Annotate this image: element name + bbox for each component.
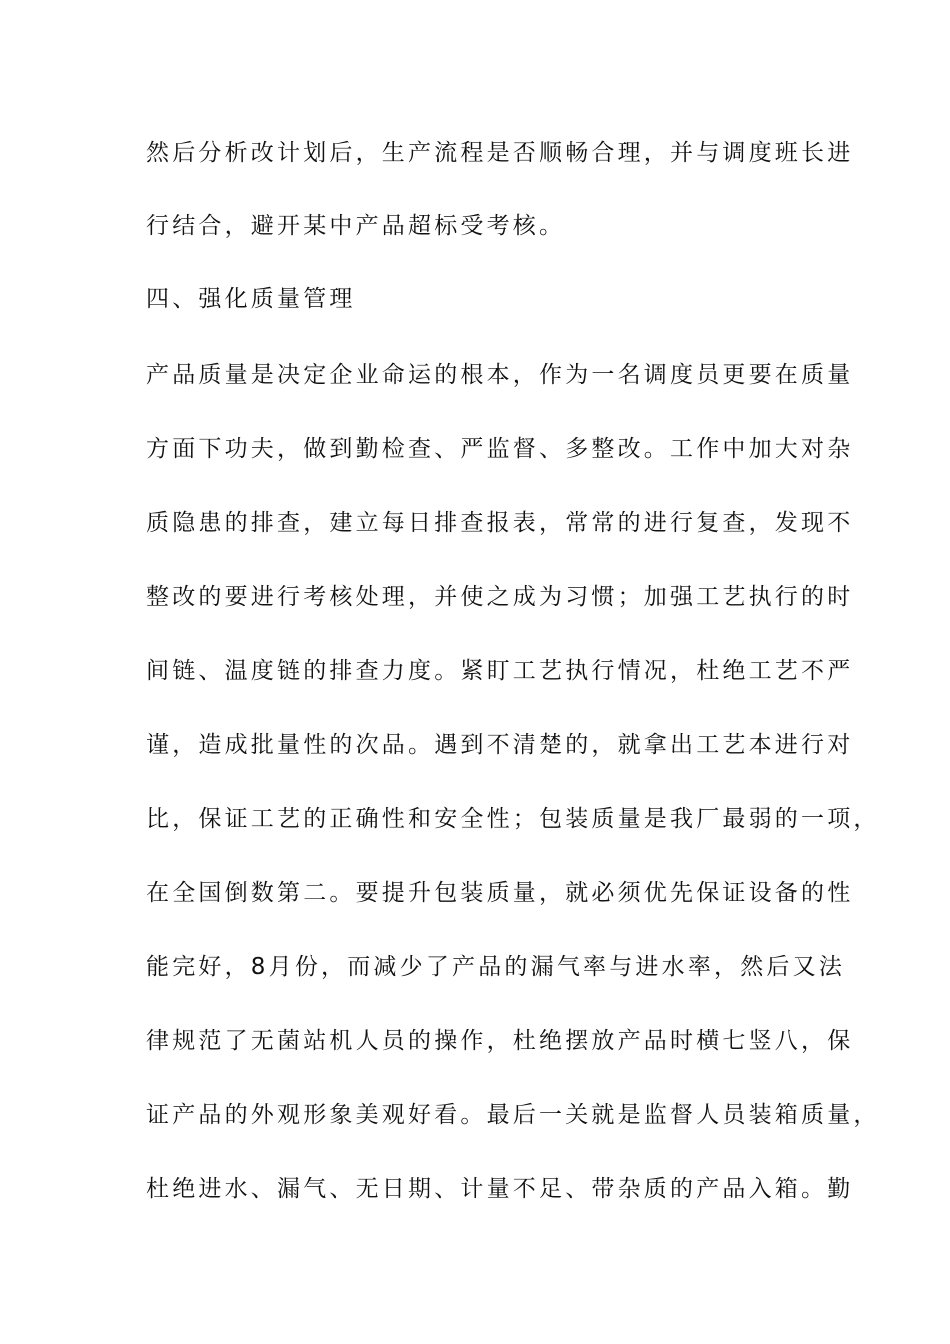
paragraph-line: 能完好，8月份，而减少了产品的漏气率与进水率，然后又法 (146, 954, 846, 980)
paragraph-line: 产品质量是决定企业命运的根本，作为一名调度员更要在质量 (146, 362, 854, 388)
paragraph-line: 杜绝进水、漏气、无日期、计量不足、带杂质的产品入箱。勤 (146, 1176, 854, 1202)
paragraph-line: 谨，造成批量性的次品。遇到不清楚的，就拿出工艺本进行对 (146, 732, 854, 758)
paragraph-line: 间链、温度链的排查力度。紧盯工艺执行情况，杜绝工艺不严 (146, 658, 854, 684)
paragraph-line: 证产品的外观形象美观好看。最后一关就是监督人员装箱质量， (146, 1102, 880, 1128)
section-heading: 四、强化质量管理 (146, 286, 356, 312)
paragraph-line: 质隐患的排查，建立每日排查报表，常常的进行复查，发现不 (146, 510, 854, 536)
paragraph-line: 行结合，避开某中产品超标受考核。 (146, 213, 566, 239)
paragraph-line: 比，保证工艺的正确性和安全性；包装质量是我厂最弱的一项， (146, 806, 880, 832)
paragraph-line: 然后分析改计划后，生产流程是否顺畅合理，并与调度班长进 (146, 140, 854, 166)
paragraph-line: 在全国倒数第二。要提升包装质量，就必须优先保证设备的性 (146, 880, 854, 906)
paragraph-line: 律规范了无菌站机人员的操作，杜绝摆放产品时横七竖八，保 (146, 1028, 854, 1054)
paragraph-line: 方面下功夫，做到勤检查、严监督、多整改。工作中加大对杂 (146, 436, 854, 462)
paragraph-line: 整改的要进行考核处理，并使之成为习惯；加强工艺执行的时 (146, 584, 854, 610)
